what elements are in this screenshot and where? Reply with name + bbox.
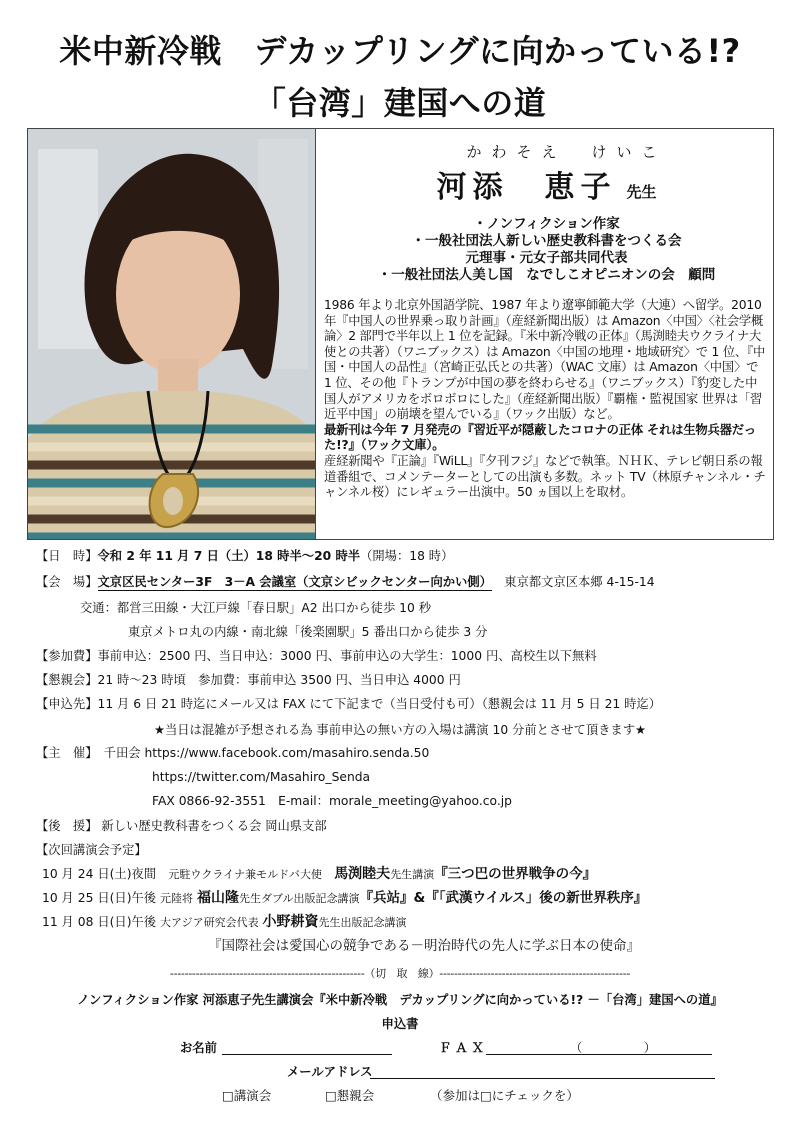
speaker-profile-box — [27, 128, 774, 540]
event-title: 『兵站』&『「武漢ウイルス」後の新世界秩序』 — [359, 890, 648, 906]
fee-row — [36, 648, 597, 664]
venue-row — [36, 574, 655, 591]
event-suffix: 先生講演 — [390, 868, 435, 881]
form-subheading: 申込書 — [381, 1017, 419, 1031]
event-role: 元陸将 — [160, 892, 194, 905]
event-date: 10 月 24 日(土)夜間 — [42, 867, 157, 881]
event-speaker: 小野耕資 — [262, 914, 319, 930]
event-role: 元駐ウクライナ兼モルドバ大使 — [168, 868, 322, 881]
title-line-2: 「台湾」建国への道 — [253, 84, 547, 122]
speaker-affiliations — [324, 216, 769, 284]
next-event-3-title: 『国際社会は愛国心の競争である－明治時代の先人に学ぶ日本の使命』 — [208, 938, 640, 954]
host-twitter-link[interactable]: https://twitter.com/Masahiro_Senda — [152, 770, 371, 784]
event-date: 11 月 08 日(日)午後 — [42, 915, 157, 929]
career-text-1: 1986 年より北京外国語学院、1987 年より遼寧師範大学（大連）へ留学。2010 年『中国人の世界乗っ取り計画』（産経新聞出版）は Amazon〈中国〉〈社会学概論〉2 部門で半年以上 1 位を記録。『米中新冷戦の正体』（馬渕睦夫ウクライナ大使との共著）（ワニブックス）は Amazon〈中国の地理・地域研究〉で 1 位、『中国・中国人の品性』（宮崎正弘氏との共著）（WAC 文庫）は Amazon〈中国〉で 1 位、その他『トランプが中国の夢を終わらせる』（ワニブックス）『豹変した中国人がアメリカをボロボロにした』（産経新聞出版）『覇権・監視国家 世界は「習近平中国」の崩壊を望んでいる』（ワック出版）など。 — [324, 298, 766, 422]
apply-value: 11 月 6 日 21 時迄にメール又は FAX にて下記まで（当日受付も可）（懇親会は 11 月 5 日 21 時迄） — [97, 697, 662, 711]
cut-line: -----------------------------------------------------（切 取 線）---------------------------------------------------- — [169, 967, 631, 980]
host-contact: FAX 0866-92-3551 E-mail：morale_meeting@yahoo.co.jp — [152, 794, 512, 808]
apply-row — [36, 696, 661, 712]
party-value: 21 時～23 時頃 参加費：事前申込 3500 円、当日申込 4000 円 — [97, 673, 461, 687]
form-name-label: お名前 — [180, 1041, 217, 1055]
speaker-name-row — [324, 162, 769, 206]
event-speaker: 福山隆 — [196, 890, 239, 906]
name-input-line[interactable] — [222, 1054, 392, 1055]
date-note: （開場：18 時） — [360, 549, 454, 563]
speaker-photo — [28, 129, 316, 539]
speaker-honorific: 先生 — [626, 183, 657, 201]
speaker-name: 河添 恵子 — [436, 170, 617, 205]
fee-label: 【参加費】 — [36, 649, 98, 663]
checkbox-party[interactable]: □懇親会 — [325, 1088, 375, 1103]
next-label: 【次回講演会予定】 — [36, 843, 147, 857]
date-row — [36, 548, 453, 564]
date-value: 令和 2 年 11 月 7 日（土）18 時半～20 時半 — [97, 549, 361, 563]
next-event-1 — [42, 866, 596, 883]
form-fax-label: ＦＡＸ — [439, 1041, 488, 1055]
access-line-2: 東京メトロ丸の内線・南北線「後楽園駅」5 番出口から徒歩 3 分 — [128, 625, 488, 639]
affiliation-line: ・ノンフィクション作家 — [473, 216, 620, 232]
event-suffix: 先生ダブル出版記念講演 — [238, 892, 360, 905]
date-label: 【日 時】 — [36, 549, 98, 563]
career-text-3: 産経新聞や『正論』『WiLL』『夕刊フジ』などで執筆。ＮＨＫ、テレビ朝日系の報道番組で、コメンテーターとしての出演も多数。ネット TV（林原チャンネル・チャンネル桜）にレギュラー出演中。50 ヵ国以上を取材。 — [324, 453, 766, 500]
checkbox-note: （参加は□にチェックを） — [430, 1088, 579, 1103]
host-row — [36, 745, 429, 761]
event-speaker: 馬渕睦夫 — [334, 866, 391, 882]
support-value: 新しい歴史教科書をつくる会 岡山県支部 — [101, 819, 327, 833]
notice: ★当日は混雑が予想される為 事前申込の無い方の入場は講演 10 分前とさせて頂きます★ — [153, 723, 647, 737]
speaker-ruby: かわそえ けいこ — [466, 143, 667, 161]
party-label: 【懇親会】 — [36, 673, 98, 687]
form-heading: ノンフィクション作家 河添恵子先生講演会『米中新冷戦 デカップリングに向かっている!? －「台湾」建国への道』 — [77, 993, 723, 1007]
fax-input-line[interactable] — [486, 1054, 712, 1055]
email-input-line[interactable] — [370, 1078, 715, 1079]
checkbox-lecture[interactable]: □講演会 — [222, 1088, 272, 1103]
host-name: 千田会 — [103, 746, 141, 760]
event-role: 大アジア研究会代表 — [160, 916, 259, 929]
access-line-1: 交通：都営三田線・大江戸線「春日駅」A2 出口から徒歩 10 秒 — [80, 601, 432, 615]
host-facebook-link[interactable]: https://www.facebook.com/masahiro.senda.50 — [144, 746, 430, 760]
next-event-3 — [42, 914, 407, 931]
portrait-illustration — [28, 129, 315, 539]
affiliation-line: ・一般社団法人美し国 なでしこオピニオンの会 顧問 — [377, 267, 716, 283]
speaker-career — [324, 298, 769, 501]
party-row — [36, 672, 461, 688]
fee-value: 事前申込：2500 円、当日申込：3000 円、事前申込の大学生：1000 円、高校生以下無料 — [97, 649, 597, 663]
event-suffix: 先生出版記念講演 — [318, 916, 407, 929]
fax-paren: （ ） — [570, 1041, 657, 1055]
affiliation-line: ・一般社団法人新しい歴史教科書をつくる会 — [411, 233, 682, 249]
host-label: 【主 催】 — [36, 746, 92, 760]
next-event-2 — [42, 890, 647, 907]
support-label: 【後 援】 — [36, 819, 98, 833]
career-latest-book: 最新刊は今年 7 月発売の『習近平が隠蔽したコロナの正体 それは生物兵器だった!?』（ワック文庫）。 — [324, 422, 756, 453]
event-date: 10 月 25 日(日)午後 — [42, 891, 157, 905]
venue-address: 東京都文京区本郷 4-15-14 — [504, 575, 655, 589]
venue-label: 【会 場】 — [36, 575, 98, 589]
title-line-1: 米中新冷戦 デカップリングに向かっている!? — [59, 32, 741, 70]
affiliation-line: 元理事・元女子部共同代表 — [465, 250, 628, 266]
speaker-bio — [324, 129, 769, 501]
support-row — [36, 818, 327, 834]
venue-value: 文京区民センター3F 3－A 会議室（文京シビックセンター向かい側） — [97, 575, 492, 589]
form-email-label: メールアドレス — [287, 1065, 373, 1079]
event-title: 『三つ巴の世界戦争の今』 — [434, 866, 597, 882]
apply-label: 【申込先】 — [36, 697, 98, 711]
